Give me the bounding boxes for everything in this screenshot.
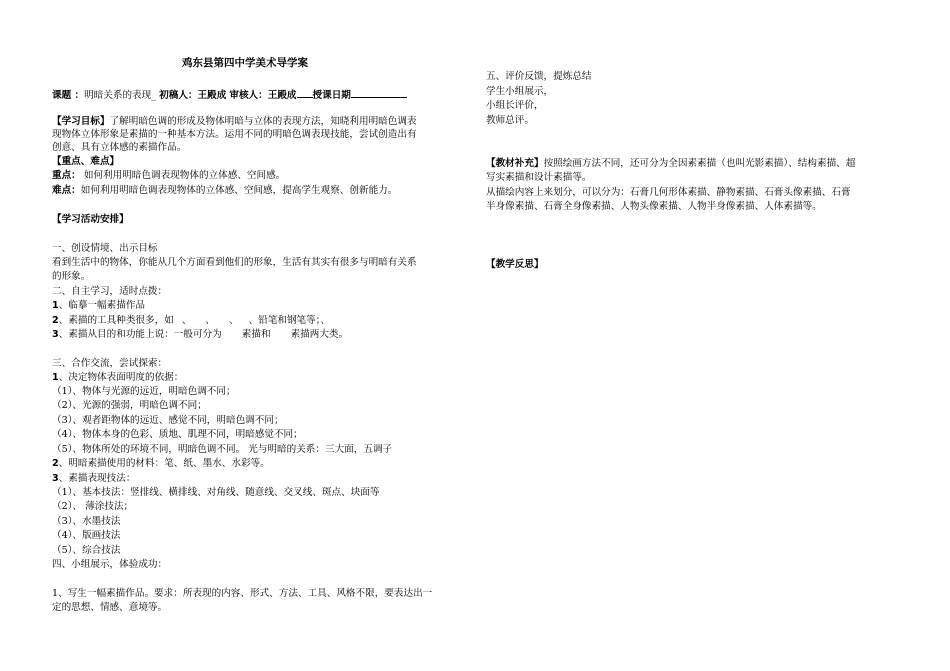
drafter-label: 初稿人： <box>159 90 198 101</box>
section4-line-2: 定的思想、情感、意境等。 <box>52 602 168 613</box>
reviewer-value: 王殿成 <box>267 90 297 101</box>
section1-line-1: 看到生活中的物体，你能从几个方面看到他们的形象，生活有其实有很多与明暗有关系 <box>52 257 417 268</box>
goals-label: 【学习目标】 <box>52 116 110 127</box>
item-text: 、素描的工具种类很多，如 <box>58 315 174 326</box>
reviewer-label: 审核人： <box>229 90 268 101</box>
item-number: 3 <box>52 329 59 340</box>
item-text: 、决定物体表面明度的依据： <box>58 372 184 383</box>
goals-line-3: 创意、具有立体感的素描作品。 <box>52 142 187 153</box>
section3-sub3-5: （5）、综合技法 <box>52 545 121 556</box>
activities-label: 【学习活动安排】 <box>52 214 129 225</box>
item-text-end: 素描两大类。 <box>290 329 349 340</box>
section3-heading: 三、合作交流，尝试探索： <box>52 358 168 369</box>
drafter-value: 王殿成 <box>197 90 227 101</box>
section3-sub3-3: （3）、水墨技法 <box>52 516 121 527</box>
supplement-line-1 <box>486 157 855 170</box>
reflection-label: 【教学反思】 <box>486 259 544 270</box>
lesson-meta-line <box>52 86 407 102</box>
key-point-label: 重点： <box>52 170 81 181</box>
focus-label: 【重点、难点】 <box>52 156 120 167</box>
reviewer-blank <box>297 86 313 98</box>
item-text: 、临摹一幅素描作品 <box>58 300 146 311</box>
section3-sub3-4: （4）、版画技法 <box>52 530 121 541</box>
date-blank <box>351 86 407 98</box>
section3-sub1-1: （1）、物体与光源的远近，明暗色调不同； <box>52 386 236 397</box>
item-number: 1 <box>52 300 59 311</box>
item-text: 、素描表现技法： <box>58 473 136 484</box>
item-number: 2 <box>52 315 59 326</box>
date-label: 授课日期 <box>312 90 351 101</box>
section1-line-2: 的形象。 <box>52 271 91 282</box>
key-point-line <box>52 169 285 182</box>
item-text-mid: 素描和 <box>241 329 271 340</box>
key-point-text: 如何利用明暗色调表现物体的立体感、空间感。 <box>80 170 286 181</box>
section1-heading: 一、创设情境、出示目标 <box>52 243 158 254</box>
item-number: 1 <box>52 372 59 383</box>
item-number: 2 <box>52 458 59 469</box>
section3-sub3-1: （1）、基本技法：竖排线、横排线、对角线、随意线、交叉线、斑点、块面等 <box>52 487 380 498</box>
section5-line-2: 小组长评价， <box>486 100 544 111</box>
item-text-end: 、铅笔和钢笔等；、 <box>248 315 331 326</box>
section3-item-1 <box>52 371 183 384</box>
item-number: 3 <box>52 473 59 484</box>
item-text: 、明暗素描使用的材料：笔、纸、墨水、水彩等。 <box>58 458 270 469</box>
section2-item-3 <box>52 328 348 341</box>
topic-label: 课题 ： <box>52 90 85 101</box>
goals-text-1: 了解明暗色调的形成及物体明暗与立体的表现方法，知晓利用明暗色调表 <box>109 116 417 127</box>
supplement-line-4: 半身像素描、石膏全身像素描、人物头像素描、人物半身像素描、人体素描等。 <box>486 201 822 212</box>
section4-line-1: 1、写生一幅素描作品。要求：所表现的内容、形式、方法、工具、风格不限，要表达出一 <box>52 588 433 599</box>
section5-line-3: 教师总评。 <box>486 115 534 126</box>
supplement-line-3: 从描绘内容上来划分，可以分为：石膏几何形体素描、静物素描、石膏头像素描、石膏 <box>486 187 851 198</box>
section3-sub1-3: （3）、观者距物体的远近、感觉不同，明暗色调不同； <box>52 415 284 426</box>
section2-item-2: 2、素描的工具种类很多，如 、 、 、 、铅笔和钢笔等；、 <box>52 315 331 326</box>
section3-item-3 <box>52 472 135 485</box>
section3-sub1-5: （5）、物体所处的环境不同，明暗色调不同。 光与明暗的关系：三大面，五调子 <box>52 444 393 455</box>
topic-value: 明暗关系的表现_ <box>84 90 157 101</box>
page-title: 鸡东县第四中学美术导学案 <box>182 57 308 69</box>
section5-heading: 五、评价反馈，提炼总结 <box>486 71 592 82</box>
difficulty-text: 如何利用明暗色调表现物体的立体感、空间感，提高学生观察、创新能力。 <box>80 185 398 196</box>
difficulty-line <box>52 184 397 197</box>
supplement-label: 【教材补充】 <box>486 158 544 169</box>
section2-item-1 <box>52 299 145 312</box>
section3-sub1-4: （4）、物体本身的色彩、质地、肌理不同，明暗感觉不同； <box>52 429 303 440</box>
section3-item-2 <box>52 457 270 470</box>
section2-heading: 二、自主学习，适时点拨： <box>52 286 168 297</box>
section4-heading: 四、小组展示，体验成功： <box>52 559 168 570</box>
supplement-line-2: 写实素描和设计素描等。 <box>486 172 592 183</box>
goals-line-1 <box>52 115 417 128</box>
supplement-text-1: 按照绘画方法不同，还可分为全因素素描（也叫光影素描）、结构素描、超 <box>543 158 856 169</box>
section3-sub1-2: （2）、光源的强弱，明暗色调不同； <box>52 400 207 411</box>
item-text: 、素描从目的和功能上说：一般可分为 <box>58 329 222 340</box>
difficulty-label: 难点： <box>52 185 81 196</box>
section3-sub3-2: （2）、 薄涂技法； <box>52 501 134 512</box>
section5-line-1: 学生小组展示， <box>486 86 554 97</box>
goals-line-2: 现物体立体形象是素描的一种基本方法。运用不同的明暗色调表现技能，尝试创造出有 <box>52 129 417 140</box>
